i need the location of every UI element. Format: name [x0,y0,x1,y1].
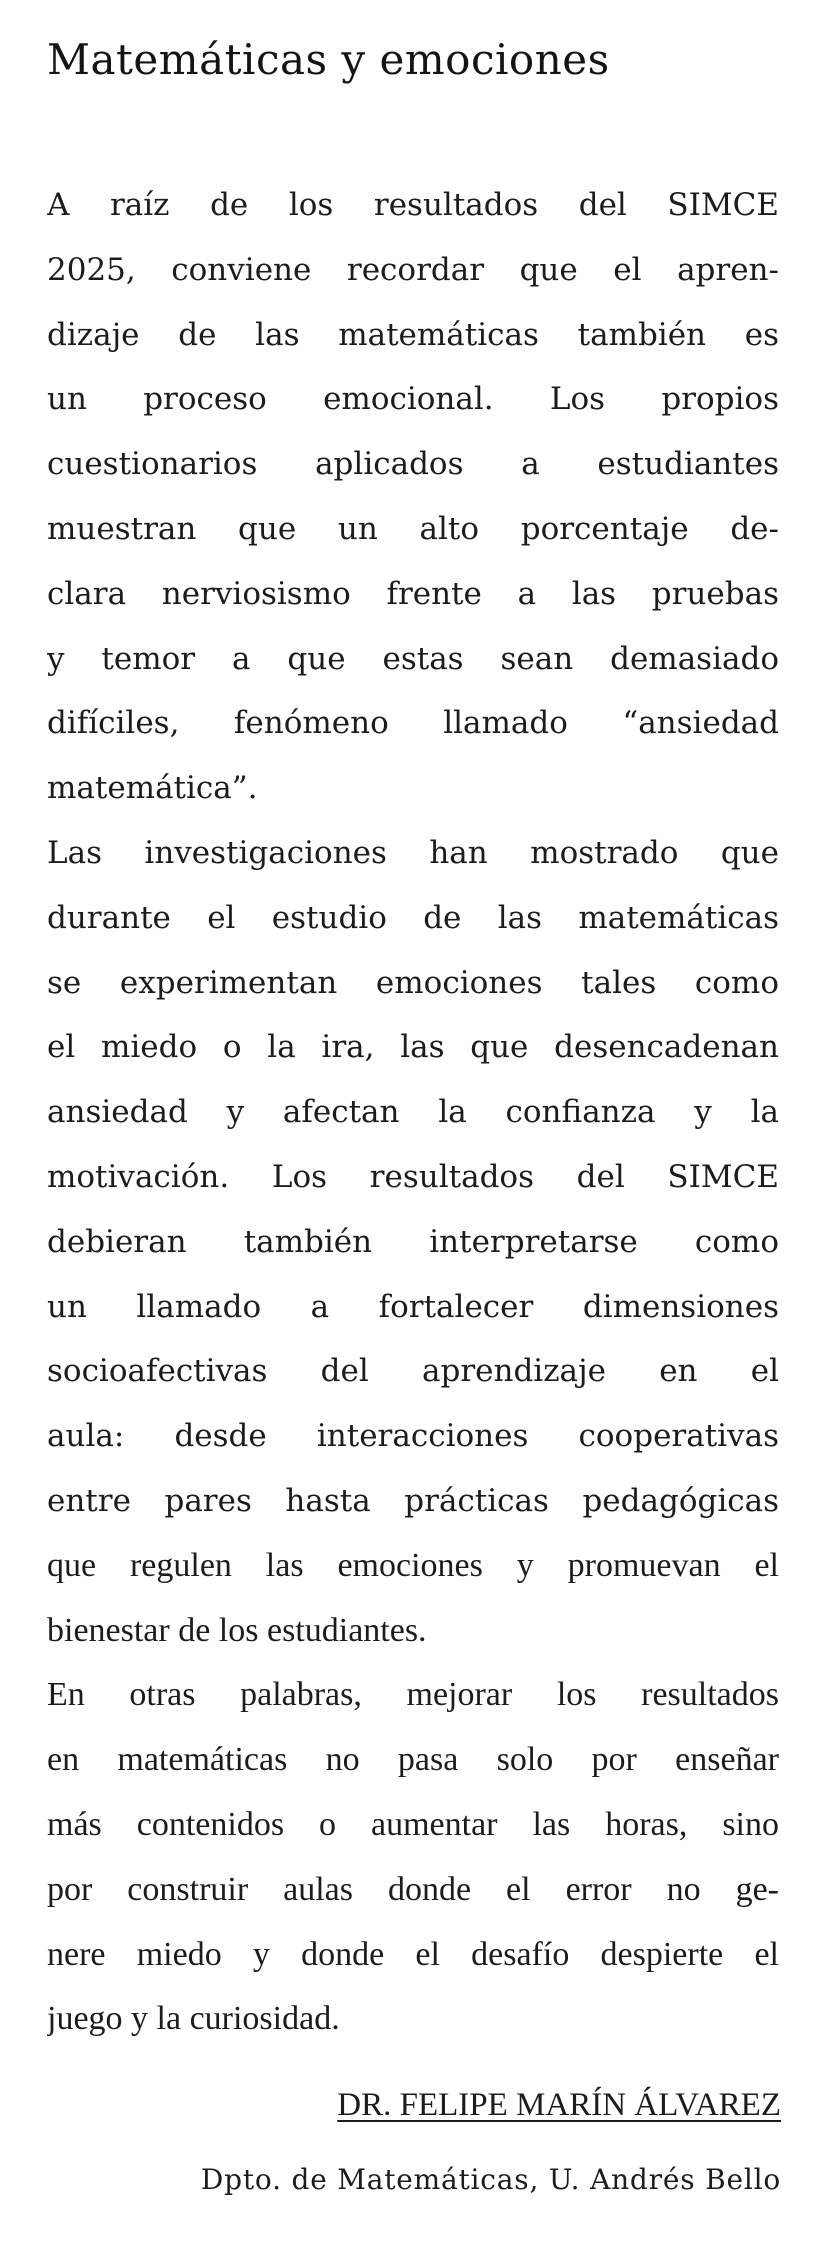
text-line: por construir aulas donde el error no ge- [47,1870,779,1908]
text-line: matemática”. [47,770,258,807]
text-line: difíciles, fenómeno llamado “ansiedad [47,705,779,742]
text-line: dizaje de las matemáticas también es [47,316,779,353]
author-name: DR. FELIPE MARÍN ÁLVAREZ [337,2087,781,2123]
paragraph-1 [47,173,779,821]
text-line: motivación. Los resultados del SIMCE [47,1158,779,1195]
text-line: juego y la curiosidad. [47,2000,340,2038]
text-line: debieran también interpretarse como [47,1223,779,1260]
text-line: cuestionarios aplicados a estudiantes [47,446,779,483]
text-line: y temor a que estas sean demasiado [47,640,779,677]
text-line: ansiedad y afectan la confianza y la [47,1094,779,1131]
paragraph-3 [47,1663,779,2052]
text-line: bienestar de los estudiantes. [47,1611,427,1649]
text-line: en matemáticas no pasa solo por enseñar [47,1741,779,1779]
article-title: Matemáticas y emociones [47,35,610,84]
text-line: En otras palabras, mejorar los resultados [47,1676,779,1714]
text-line: A raíz de los resultados del SIMCE [47,187,779,223]
text-line: que regulen las emociones y promuevan el [47,1546,779,1584]
text-line: socioafectivas del aprendizaje en el [47,1353,779,1390]
text-line: un proceso emocional. Los propios [47,381,779,418]
text-line: se experimentan emociones tales como [47,964,779,1001]
text-line: 2025, conviene recordar que el apren- [47,251,779,288]
text-line: nere miedo y donde el desafío despierte el [47,1935,779,1973]
text-line: durante el estudio de las matemáticas [47,899,779,936]
text-line: más contenidos o aumentar las horas, sino [47,1805,779,1843]
text-line: Las investigaciones han mostrado que [47,834,779,871]
text-line: entre pares hasta prácticas pedagógicas [47,1482,779,1519]
author-affiliation: Dpto. de Matemáticas, U. Andrés Bello [200,2163,781,2196]
text-line: muestran que un alto porcentaje de- [47,510,779,547]
text-line: clara nerviosismo frente a las pruebas [47,575,779,612]
article-body [47,173,779,2052]
text-line: un llamado a fortalecer dimensiones [47,1288,779,1325]
paragraph-2 [47,821,779,1663]
text-line: el miedo o la ira, las que desencadenan [47,1029,779,1066]
text-line: aula: desde interacciones cooperativas [47,1418,779,1455]
